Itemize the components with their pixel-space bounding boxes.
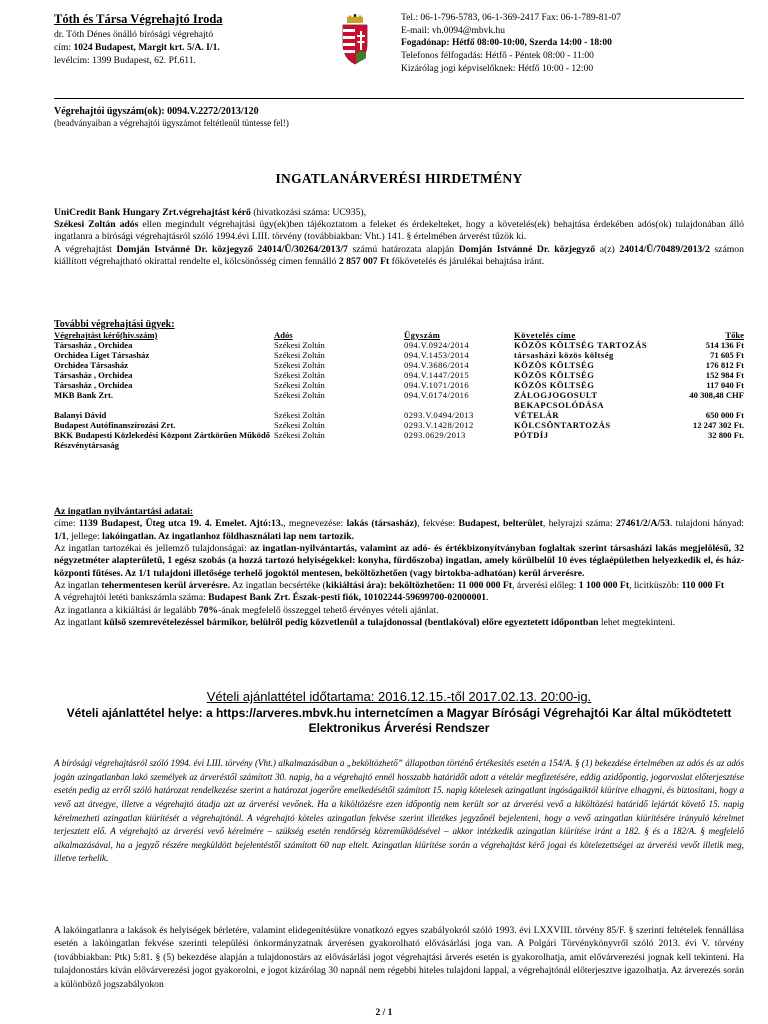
cell-case: 094.V.0924/2014 [404, 339, 470, 350]
cell-debtor: Székesi Zoltán [274, 419, 325, 430]
cell-creditor: Budapest Autófinanszírozási Zrt. [54, 419, 176, 430]
cell-claim: ZÁLOGJOGOSULT BEKAPCSOLÓDÁSA [514, 389, 605, 410]
bidding-place: Vételi ajánlattétel helye: a https://arveres.mbvk.hu internetcímen a Magyar Bírósági Végrehajtói Kar által működtetett Elektronikus Árverési Rendszer [66, 706, 732, 736]
cell-debtor: Székesi Zoltán [274, 339, 325, 350]
table-row [54, 351, 744, 361]
cell-amount: 650 000 Ft [705, 409, 744, 420]
cell-debtor: Székesi Zoltán [274, 349, 325, 360]
client-hours: Fogadónap: Hétfő 08:00-10:00, Szerda 14:00 - 18:00 [401, 38, 612, 49]
cell-creditor: Balanyi Dávid [54, 409, 107, 420]
viewing-info: Az ingatlant külső szemrevételezéssel bármikor, belülről pedig közvetlenül a tulajdonossal (bentlakóval) előre egyeztetett időpontban lehet megtekinteni. [54, 616, 676, 628]
cell-amount: 40 308,48 CHF [689, 389, 744, 400]
cell-debtor: Székesi Zoltán [274, 389, 325, 400]
creditor-line: UniCredit Bank Hungary Zrt.végrehajtást kérő (hivatkozási száma: UC935), [54, 207, 367, 218]
cell-creditor: Orchidea Liget Társasház [54, 349, 150, 360]
hungarian-coat-of-arms-icon [338, 14, 372, 66]
cell-debtor: Székesi Zoltán [274, 369, 325, 380]
bidding-period: Vételi ajánlattétel időtartama: 2016.12.15.-től 2017.02.13. 20:00-ig. [206, 689, 592, 704]
cell-amount: 32 800 Ft. [707, 429, 744, 440]
cell-case: 0293.V.1428/2012 [404, 419, 474, 430]
minimum-bid: Az ingatlanra a kikiáltási ár legalább 70%-ának megfelelő összeggel tehető érvényes vételi ajánlat. [54, 604, 439, 616]
property-section-title: Az ingatlan nyilvántartási adatai: [54, 506, 194, 517]
col-header-claim: Követelés címe [514, 330, 576, 340]
case-number-block [54, 106, 744, 129]
cell-case: 094.V.1071/2016 [404, 379, 470, 390]
cell-creditor: Orchidea Társasház [54, 359, 128, 370]
document-title: INGATLANÁRVERÉSI HIRDETMÉNY [275, 171, 523, 186]
col-header-debtor: Adós [274, 330, 293, 340]
intro-section [54, 207, 744, 268]
other-cases-table [54, 331, 744, 451]
cell-case: 094.V.1447/2015 [404, 369, 470, 380]
case-number-note: (beadványaiban a végrehajtói ügyszámot feltétlenül tüntesse fel!) [54, 118, 289, 129]
table-row [54, 361, 744, 371]
property-features: Az ingatlan tartozékai és jellemző tulajdonságai: az ingatlan-nyilvántartás, valamint az adó- és értékbizonyítványban foglaltak szerint társasházi lakás megjelölésű, 32 négyzetméter alapterületű, 1 egész szobás (a hozzá tartozó helyiségekkel: konyha, fürdőszoba) ingatlan, amely körülbelül 10 éves téglaépületben helyezkedik el, és ház-központi fűtéses. Az 1/1 tulajdoni illetősége terhelő jogoktól mentesen, beköltözhetően (vagy birtokba-adhatóan) kerül árverésre. [54, 542, 744, 579]
postal-address: levélcím: 1399 Budapest, 62. Pf.611. [54, 55, 196, 67]
phone-fax: Tel.: 06-1-796-5783, 06-1-369-2417 Fax: 06-1-789-81-07 [401, 13, 621, 23]
bank-account: A végrehajtói letéti bankszámla száma: Budapest Bank Zrt. Észak-pesti fiók, 10102244-59699700-02000001. [54, 592, 489, 604]
cell-amount: 152 984 Ft [705, 369, 744, 380]
email: E-mail: vh.0094@mbvk.hu [401, 25, 506, 36]
cell-creditor: Társasház , Orchidea [54, 339, 133, 350]
office-info [54, 12, 329, 68]
table-row [54, 371, 744, 381]
property-price: Az ingatlan tehermentesen kerül árverésre. Az ingatlan becsértéke (kikiáltási ára): beköltözhetően: 11 000 000 Ft, árverési előleg: 1 100 000 Ft, licitküszöb: 110 000 Ft [54, 579, 725, 591]
cell-amount: 71 605 Ft [710, 349, 744, 360]
cell-creditor: Társasház , Orchidea [54, 379, 133, 390]
cell-case: 0293.0629/2013 [404, 429, 466, 440]
office-name: Tóth és Társa Végrehajtó Iroda [54, 12, 223, 26]
letterhead [54, 12, 744, 96]
phone-hours: Telefonos félfogadás: Hétfő - Péntek 08:00 - 11:00 [401, 51, 594, 62]
header-divider [54, 98, 744, 99]
table-row [54, 381, 744, 391]
cell-claim: VÉTELÁR [514, 409, 560, 420]
cell-case: 094.V.3686/2014 [404, 359, 470, 370]
col-header-creditor: Végrehajtást kérő(hiv.szám) [54, 330, 158, 340]
cell-case: 094.V.0174/2016 [404, 389, 470, 400]
cell-claim: PÓTDÍJ [514, 429, 549, 440]
legal-notice-preemption: A lakóingatlanra a lakások és helyiségek bérletére, valamint elidegenítésükre vonatkozó egyes szabályokról szóló 1993. évi LXXVIII. törvény 85/F. § szerinti feltételek fennállása esetén a lakóingatlan fekvése szerinti települési önkormányzatnak árverésen gyakorolható elővásárlási joga van. A Polgári Törvénykönyvről szóló 2013. évi V. törvény (továbbiakban: Ptk) 5:81. § (5) bekezdése alapján a tulajdonostárs az elővásárlási jogot végrehajtási árverés esetén is gyakorolhatja, amit elővárverezési jognak kell tekinteni. Ha tulajdonostárs kíván elővárverezési jogot gyakorolni, e jogot kizárólag 30 napnál nem régebbi hiteles tulajdoni lappal, a végrehajtónál előterjesztve igazolhatja. Az árverezés során a különböző jogszabályokon [54, 925, 744, 990]
cell-debtor: Székesi Zoltán [274, 409, 325, 420]
cell-amount: 176 812 Ft [705, 359, 744, 370]
cell-claim: KÖZÖS KÖLTSÉG TARTOZÁS [514, 339, 648, 350]
property-registry-data: Az ingatlan nyilvántartási adatai: címe: 1139 Budapest, Üteg utca 19. 4. Emelet. Ajtó:13., megnevezése: lakás (társasház), fekvése: Budapest, belterület, helyrajzi száma: 27461/2/A/53. tulajdoni hányad: 1/1, jellege: lakóingatlan. Az ingatlanhoz földhasználati lap nem tartozik. [54, 506, 744, 542]
lawyer-hours: Kizárólag jogi képviselőknek: Hétfő 10:00 - 12:00 [401, 63, 594, 74]
col-header-case: Ügyszám [404, 330, 441, 340]
cell-amount: 117 040 Ft [706, 379, 744, 390]
enforcement-paragraph: A végrehajtást Domján Istvánné Dr. közjegyző 24014/Ü/30264/2013/7 számú határozata alapján Domján Istvánné Dr. közjegyző a(z) 24014/Ü/70489/2013/2 számon kiállított végrehajtható okirattal rendelte el, kölcsönösség címen fennálló 2 857 007 Ft főkövetelés és járulékai behajtása iránt. [54, 243, 744, 267]
cell-claim: KÖZÖS KÖLTSÉG [514, 379, 595, 390]
table-row [54, 341, 744, 351]
cell-case: 0293.V.0494/2013 [404, 409, 474, 420]
bailiff-name: dr. Tóth Dénes önálló bírósági végrehajtó [54, 29, 214, 40]
cell-claim: társasházi közös költség [514, 349, 614, 360]
other-cases-title: További végrehajtási ügyek: [54, 319, 175, 330]
cell-debtor: Székesi Zoltán [274, 359, 325, 370]
page-number: 2 / 1 [375, 1008, 393, 1018]
cell-creditor: MKB Bank Zrt. [54, 389, 113, 400]
legal-notice-eviction: A bírósági végrehajtásról szóló 1994. évi LIII. törvény (Vht.) alkalmazásában a „beköltözhető” állapotban történő értékesítés esetén a 154/A. § (1) bekezdése értelmében az adós és az adós jogán azingatlanban lakó személyek az árveréstől számított 30. napig, ha a végrehajtó ennél hosszabb határidőt adott a vételár megfizetésére, eddig azidőpontig, jogorvoslat előterjesztése esetén pedig az erről szóló határozat rendelkezése szerint a határozat jogerőre emelkedésétől számított 15. napig kötelesek azingatlant ingóságaiktól kiürítve elhagyni, és biztosítani, hogy a vevő azt átvegye, illetve a végrehajtó átadja azt az árverési vevőnek. Ha a kiköltözésre ezen időpontig nem került sor az árverési vevő a kiköltözési határidő lejártát követő 15. napig kérelmezheti azingatlan kiürítését a végrehajtónál. A végrehajtó köteles azingatlan fekvése szerint illetékes jegyzőnél bejelenteni, hogy a vevő azingatlan kiürítésére irányuló kérelmet terjesztett elő. A végrehajtó az árverési vevő kérelmére – szükség esetén rendőrség közreműködésével – akkor intézkedik azingatlan kiürítése iránt a 182. § és a 182/A. § megfelelő alkalmazásával, ha a jegyző részére megküldött bejelentéstől számított 60 nap eltelt. Azingatlan kiürítése során a végrehajtást kérő jogai és kötelezettségei az árverési vevőt illetik meg, illetve terhelik. [54, 758, 744, 864]
contact-info [401, 12, 746, 76]
cell-claim: KÖLCSÖNTARTOZÁS [514, 419, 611, 430]
cell-debtor: Székesi Zoltán [274, 379, 325, 390]
cell-case: 094.V.1453/2014 [404, 349, 470, 360]
debtor-paragraph: Székesi Zoltán adós ellen megindult végrehajtási ügy(ek)ben tájékoztatom a feleket és érdekelteket, hogy a követelés(ek) behajtása érdekében adós(ok) tulajdonában álló ingatlanra a bírósági végrehajtásról szóló 1994.évi LIII. törvény (továbbiakban: Vht.) 141. § értelmében árverést tűzök ki. [54, 219, 745, 243]
table-row [54, 431, 744, 451]
table-row [54, 391, 744, 411]
cell-claim: KÖZÖS KÖLTSÉG [514, 369, 595, 380]
cell-creditor: Társasház , Orchidea [54, 369, 133, 380]
cell-amount: 12 247 302 Ft. [692, 419, 744, 430]
property-section [54, 506, 744, 629]
case-number: Végrehajtói ügyszám(ok): 0094.V.2272/2013/120 [54, 106, 259, 117]
office-address: cím: 1024 Budapest, Margit krt. 5/A. I/1. [54, 42, 220, 54]
cell-creditor: BKK Budapesti Közlekedési Központ Zártkörűen Működő Részvénytársaság [54, 429, 271, 450]
cell-amount: 514 136 Ft [705, 339, 744, 350]
cell-debtor: Székesi Zoltán [274, 429, 325, 440]
cell-claim: KÖZÖS KÖLTSÉG [514, 359, 595, 370]
col-header-amount: Tőke [725, 330, 744, 340]
